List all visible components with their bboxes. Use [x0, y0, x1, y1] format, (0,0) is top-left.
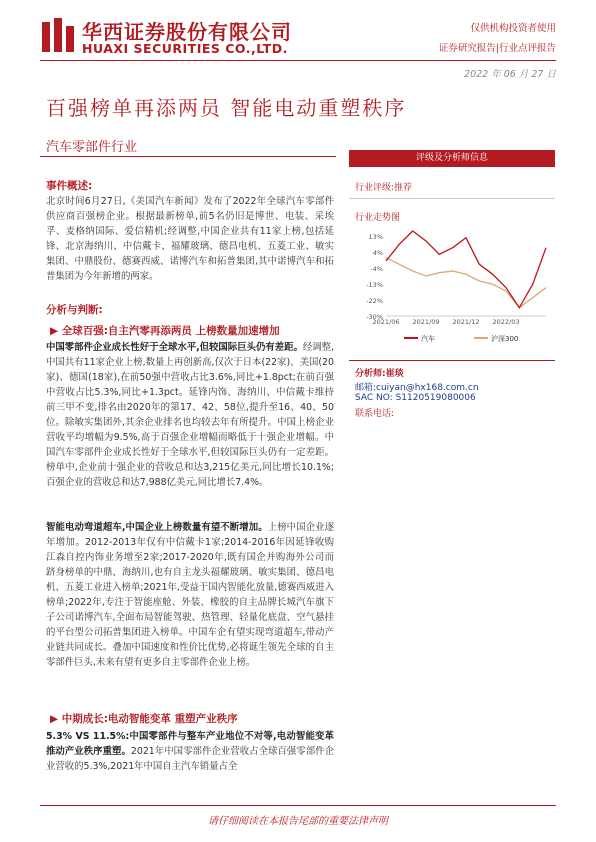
y-tick-label: 4% [372, 249, 383, 257]
analysis-3-text: 2021年中国零部件企业营收占全球百强零部件企业营收的5.3%,2021年中国自主汽车销量占全 [46, 746, 334, 772]
x-tick-label: 2022/03 [492, 318, 520, 326]
brand-name-en: HUAXI SECURITIES CO.,LTD. [82, 41, 288, 56]
analysis-paragraph-3 [46, 729, 334, 774]
y-tick-label: -13% [366, 281, 383, 289]
trend-chart-label: 行业走势图 [355, 213, 401, 223]
audience-tag: 仅供机构投资者使用 [470, 23, 556, 34]
bullet-2-title: ▶ 中期成长:电动智能变革 重塑产业秩序 [50, 713, 238, 725]
legend-label: 沪深300 [491, 335, 519, 343]
brand-name-cn: 华西证券股份有限公司 [82, 20, 292, 44]
analyst-sac: SAC NO: S1120519080006 [355, 393, 476, 403]
analyst-name: 分析师:崔琰 [355, 369, 404, 379]
bullet-2-title-text: 中期成长:电动智能变革 重塑产业秩序 [61, 713, 238, 725]
sidebar-divider-2 [349, 360, 555, 361]
analysis-2-bold: 智能电动弯道超车,中国企业上榜数量有望不断增加。 [46, 522, 268, 533]
y-tick-label: -4% [370, 265, 383, 273]
sidebar-divider-1 [349, 198, 555, 199]
footer-divider [40, 805, 556, 806]
report-title: 百强榜单再添两员 智能电动重塑秩序 [46, 96, 407, 120]
analysis-1-bold: 中国零部件企业成长性好于全球水平,但较国际巨头仍有差距。 [46, 342, 303, 353]
bullet-1-title: ▶ 全球百强:自主汽零再添两员 上榜数量加速增加 [50, 325, 280, 337]
analyst-email[interactable]: 邮箱:cuiyan@hx168.com.cn [355, 383, 479, 393]
x-tick-label: 2021/06 [372, 318, 400, 326]
industry-rating: 行业评级:推荐 [355, 183, 413, 193]
legend-label: 汽车 [421, 335, 435, 343]
x-tick-label: 2021/09 [412, 318, 440, 326]
industry-trend-chart [356, 228, 552, 346]
analysis-heading: 分析与判断: [46, 304, 103, 316]
event-heading: 事件概述: [46, 180, 93, 192]
bullet-1-title-text: 全球百强:自主汽零再添两员 上榜数量加速增加 [61, 325, 280, 337]
analysis-1-text: 经调整,中国共有11家企业上榜,数量上再创新高,仅次于日本(22家)、美国(20家)、德国(18家),在前50强中营收占比3.6%,同比+1.8pct;在前百强中营收占比5.3%,同比+1.3pct。延锋内饰、海纳川、中信戴卡维持前三甲不变,排名由2020年的第17、42、58位,提升至16、40、50位。除敏实集团外,其余企业排名也均较去年有所提升。中国上榜企业营收平均增幅为9.5%,高于百强企业增幅而略低于十强企业增幅。中国汽车零部件企业成长性好于全球水平,但较国际巨头仍有一定差距。榜单中,企业前十强企业的营收总和达3,215亿美元,同比增长10.1%;百强企业的营收总和达7,988亿美元,同比增长7.4%。 [46, 342, 334, 488]
header-divider [40, 60, 556, 61]
analysis-3-bold: 5.3% VS 11.5%:中国零部件与整车产业地位不对等,电动智能变革推动产业秩序重塑。 [46, 731, 334, 757]
event-paragraph [46, 194, 334, 284]
huaxi-logo [40, 16, 76, 56]
analyst-phone: 联系电话: [355, 409, 395, 419]
analysis-2-text: 上榜中国企业逐年增加。2012-2013年仅有中信戴卡1家;2014-2016年因延锋收购江森自控内饰业务增至2家;2017-2020年,既有国企并购海外公司而跻身榜单的中鼎、海纳川,也有自主龙头福耀玻璃、敏实集团、德昌电机、五菱工业进入榜单;2021年,受益于国内智能化放量,德赛西威进入榜单;2022年,专注于智能座舱、外装、橡胶的自主品牌长城汽车旗下子公司诺博汽车,全面布局智能驾驶、热管理、轻量化底盘、空气悬挂的平台型公司拓普集团进入榜单。中国车企有望实现弯道超车,带动产业链共同成长。叠加中国速度和性价比优势,必将诞生领先全球的自主零部件巨头,未来有望有更多自主零部件企业上榜。 [46, 522, 334, 668]
industry-divider [40, 156, 336, 157]
series-line-csi300 [386, 258, 546, 308]
footer-disclaimer[interactable]: 请仔细阅读在本报告尾部的重要法律声明 [208, 816, 388, 827]
y-tick-label: -30% [366, 313, 383, 321]
analysis-paragraph-1 [46, 340, 334, 490]
y-tick-label: -22% [366, 297, 383, 305]
report-type-tag: 证券研究报告|行业点评报告 [438, 43, 556, 54]
report-date: 2022 年 06 月 27 日 [464, 69, 556, 80]
y-tick-label: 13% [368, 233, 383, 241]
sidebar-header: 评级及分析师信息 [349, 150, 555, 167]
event-text: 北京时间6月27日,《美国汽车新闻》发布了2022年全球汽车零部件供应商百强榜企业。根据最新榜单,前5名仍旧是博世、电装、采埃孚、麦格纳国际、爱信精机;经调整,中国企业共有11家上榜,包括延锋、北京海纳川、中信戴卡、福耀玻璃、德昌电机、五菱工业、敏实集团、中鼎股份、德赛西威、诺博汽车和拓普集团,其中诺博汽车和拓普集团为今年新增的两家。 [46, 196, 334, 282]
industry-label: 汽车零部件行业 [46, 140, 138, 155]
analysis-paragraph-2 [46, 520, 334, 670]
x-tick-label: 2021/12 [452, 318, 480, 326]
